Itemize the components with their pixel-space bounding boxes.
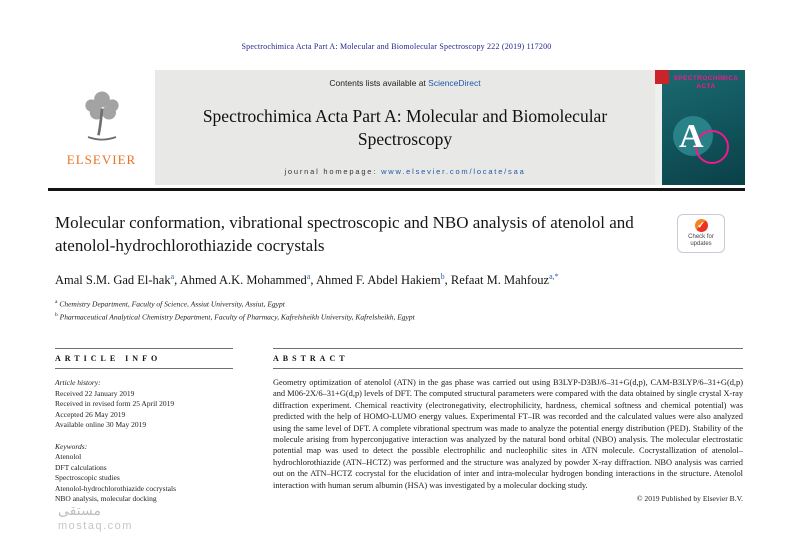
author-separator: , [444, 273, 448, 288]
watermark-arabic-text: مستقى [58, 504, 101, 519]
sciencedirect-link[interactable]: ScienceDirect [428, 78, 481, 88]
header-center [155, 70, 655, 185]
author-name: Ahmed F. Abdel Hakiem [315, 273, 441, 288]
article-history-item: Received in revised form 25 April 2019 [55, 399, 175, 408]
keyword-item: Atenolol-hydrochlorothiazide cocrystals [55, 483, 177, 493]
article-history-item: Accepted 26 May 2019 [55, 409, 126, 419]
keyword-item: DFT calculations [55, 462, 107, 472]
cover-red-corner [655, 70, 669, 84]
elsevier-tree-icon [75, 88, 129, 149]
citation-link[interactable]: Spectrochimica Acta Part A: Molecular and Biomolecular Spectroscopy 222 (2019) 117200 [241, 42, 552, 51]
contents-text: Contents lists available at [329, 78, 429, 88]
keywords-label: Keywords: [55, 441, 88, 451]
cover-title [669, 75, 743, 91]
author-sup: a,* [549, 272, 559, 281]
author-separator: , [174, 273, 178, 288]
affiliations [55, 297, 415, 323]
header-divider-rule [48, 188, 745, 191]
affiliation-line [55, 297, 415, 310]
elsevier-wordmark: ELSEVIER [66, 151, 137, 167]
abstract-text: Geometry optimization of atenolol (ATN) in the gas phase was carried out using B3LYP-D3BJ/6–31+G(d,p), CAM-B3LYP/6–31+G(d,p) and M06-2X/6–31+G(d,p) levels of DFT. The computed structural parameters were compared with the data obtained by single crystal X-ray diffraction experiment. Chemical reactivity (electronegativity, electrophilicity, hardness, chemical softness and chemical potential) was predicted with the help of HOMO-LUMO energy values. Experimental FT–IR was recorded and the calculated values were also analyzed using the same level of DFT. A complete vibrational spectrum was made to analyze the potential energy distribution (PED). Stability of the molecule arising from hyperconjugative interaction was analyzed by the natural bond orbital (NBO) analysis. The molecular electrostatic potential map was used to detect the possible electrophilic and nucleophilic sites in ATN molecule. Cocrystallization of atenolol–hydrochlorothiazide (ATN–HCTZ) was performed and the structure was analyzed by powder X-ray diffraction. NBO analysis was carried out on the ATN–HCTZ cocrystal for the elucidation of inter and intra-molecular hydrogen bonding interactions in the structure. Atenolol interaction with human serum albumin (HSA) was investigated by a molecular docking study. [273, 378, 744, 490]
cover-spine [655, 84, 662, 185]
authors-line [55, 272, 695, 288]
affiliation-sup: a [55, 299, 58, 305]
abstract-column [273, 348, 743, 503]
elsevier-logo [48, 70, 155, 185]
affiliation-sup: b [55, 312, 58, 318]
journal-cover-thumbnail [655, 70, 745, 185]
author-name: Amal S.M. Gad El-hak [55, 273, 171, 288]
affiliation-text: Chemistry Department, Faculty of Science, Assiut University, Assiut, Egypt [59, 299, 285, 309]
author-name: Refaat M. Mahfouz [450, 273, 550, 288]
article-history-item: Received 22 January 2019 [55, 388, 135, 398]
crossmark-icon: ✓ [695, 219, 708, 232]
cover-title-line2: ACTA [696, 83, 716, 90]
watermark [58, 504, 133, 532]
affiliation-line [55, 310, 415, 323]
author-separator: , [310, 273, 314, 288]
author-sup: a [170, 272, 175, 281]
article-info-heading: ARTICLE INFO [55, 348, 233, 369]
article-history-label: Article history: [55, 378, 101, 387]
journal-title: Spectrochimica Acta Part A: Molecular and Biomolecular Spectroscopy [202, 105, 608, 149]
watermark-latin-text: mostaq.com [58, 520, 133, 532]
affiliation-text: Pharmaceutical Analytical Chemistry Department, Faculty of Pharmacy, Kafrelsheikh University, Kafrelsheikh, Egypt [59, 312, 415, 322]
article-title: Molecular conformation, vibrational spectroscopic and NBO analysis of atenolol and atenolol-hydrochlorothiazide cocrystals [55, 213, 634, 255]
journal-header [48, 70, 745, 185]
contents-line [329, 78, 480, 88]
author-sup: a [306, 272, 311, 281]
article-info-column [55, 348, 233, 505]
cover-letter: A [679, 118, 704, 155]
homepage-link[interactable]: www.elsevier.com/locate/saa [381, 167, 526, 176]
abstract-heading: ABSTRACT [273, 348, 743, 369]
homepage-line [284, 167, 525, 176]
article-history-item: Available online 30 May 2019 [55, 420, 147, 429]
cover-title-line1: SPECTROCHIMICA [673, 75, 739, 82]
keyword-item: Spectroscopic studies [55, 473, 120, 482]
author-sup: b [440, 272, 445, 281]
check-updates-badge[interactable] [677, 214, 725, 253]
check-updates-label: Check for updates [688, 234, 714, 247]
homepage-label: journal homepage: [284, 167, 382, 176]
author-name: Ahmed A.K. Mohammed [179, 273, 307, 288]
keyword-item: Atenolol [55, 452, 82, 461]
keyword-item: NBO analysis, molecular docking [55, 494, 157, 503]
copyright-line: © 2019 Published by Elsevier B.V. [636, 494, 743, 504]
